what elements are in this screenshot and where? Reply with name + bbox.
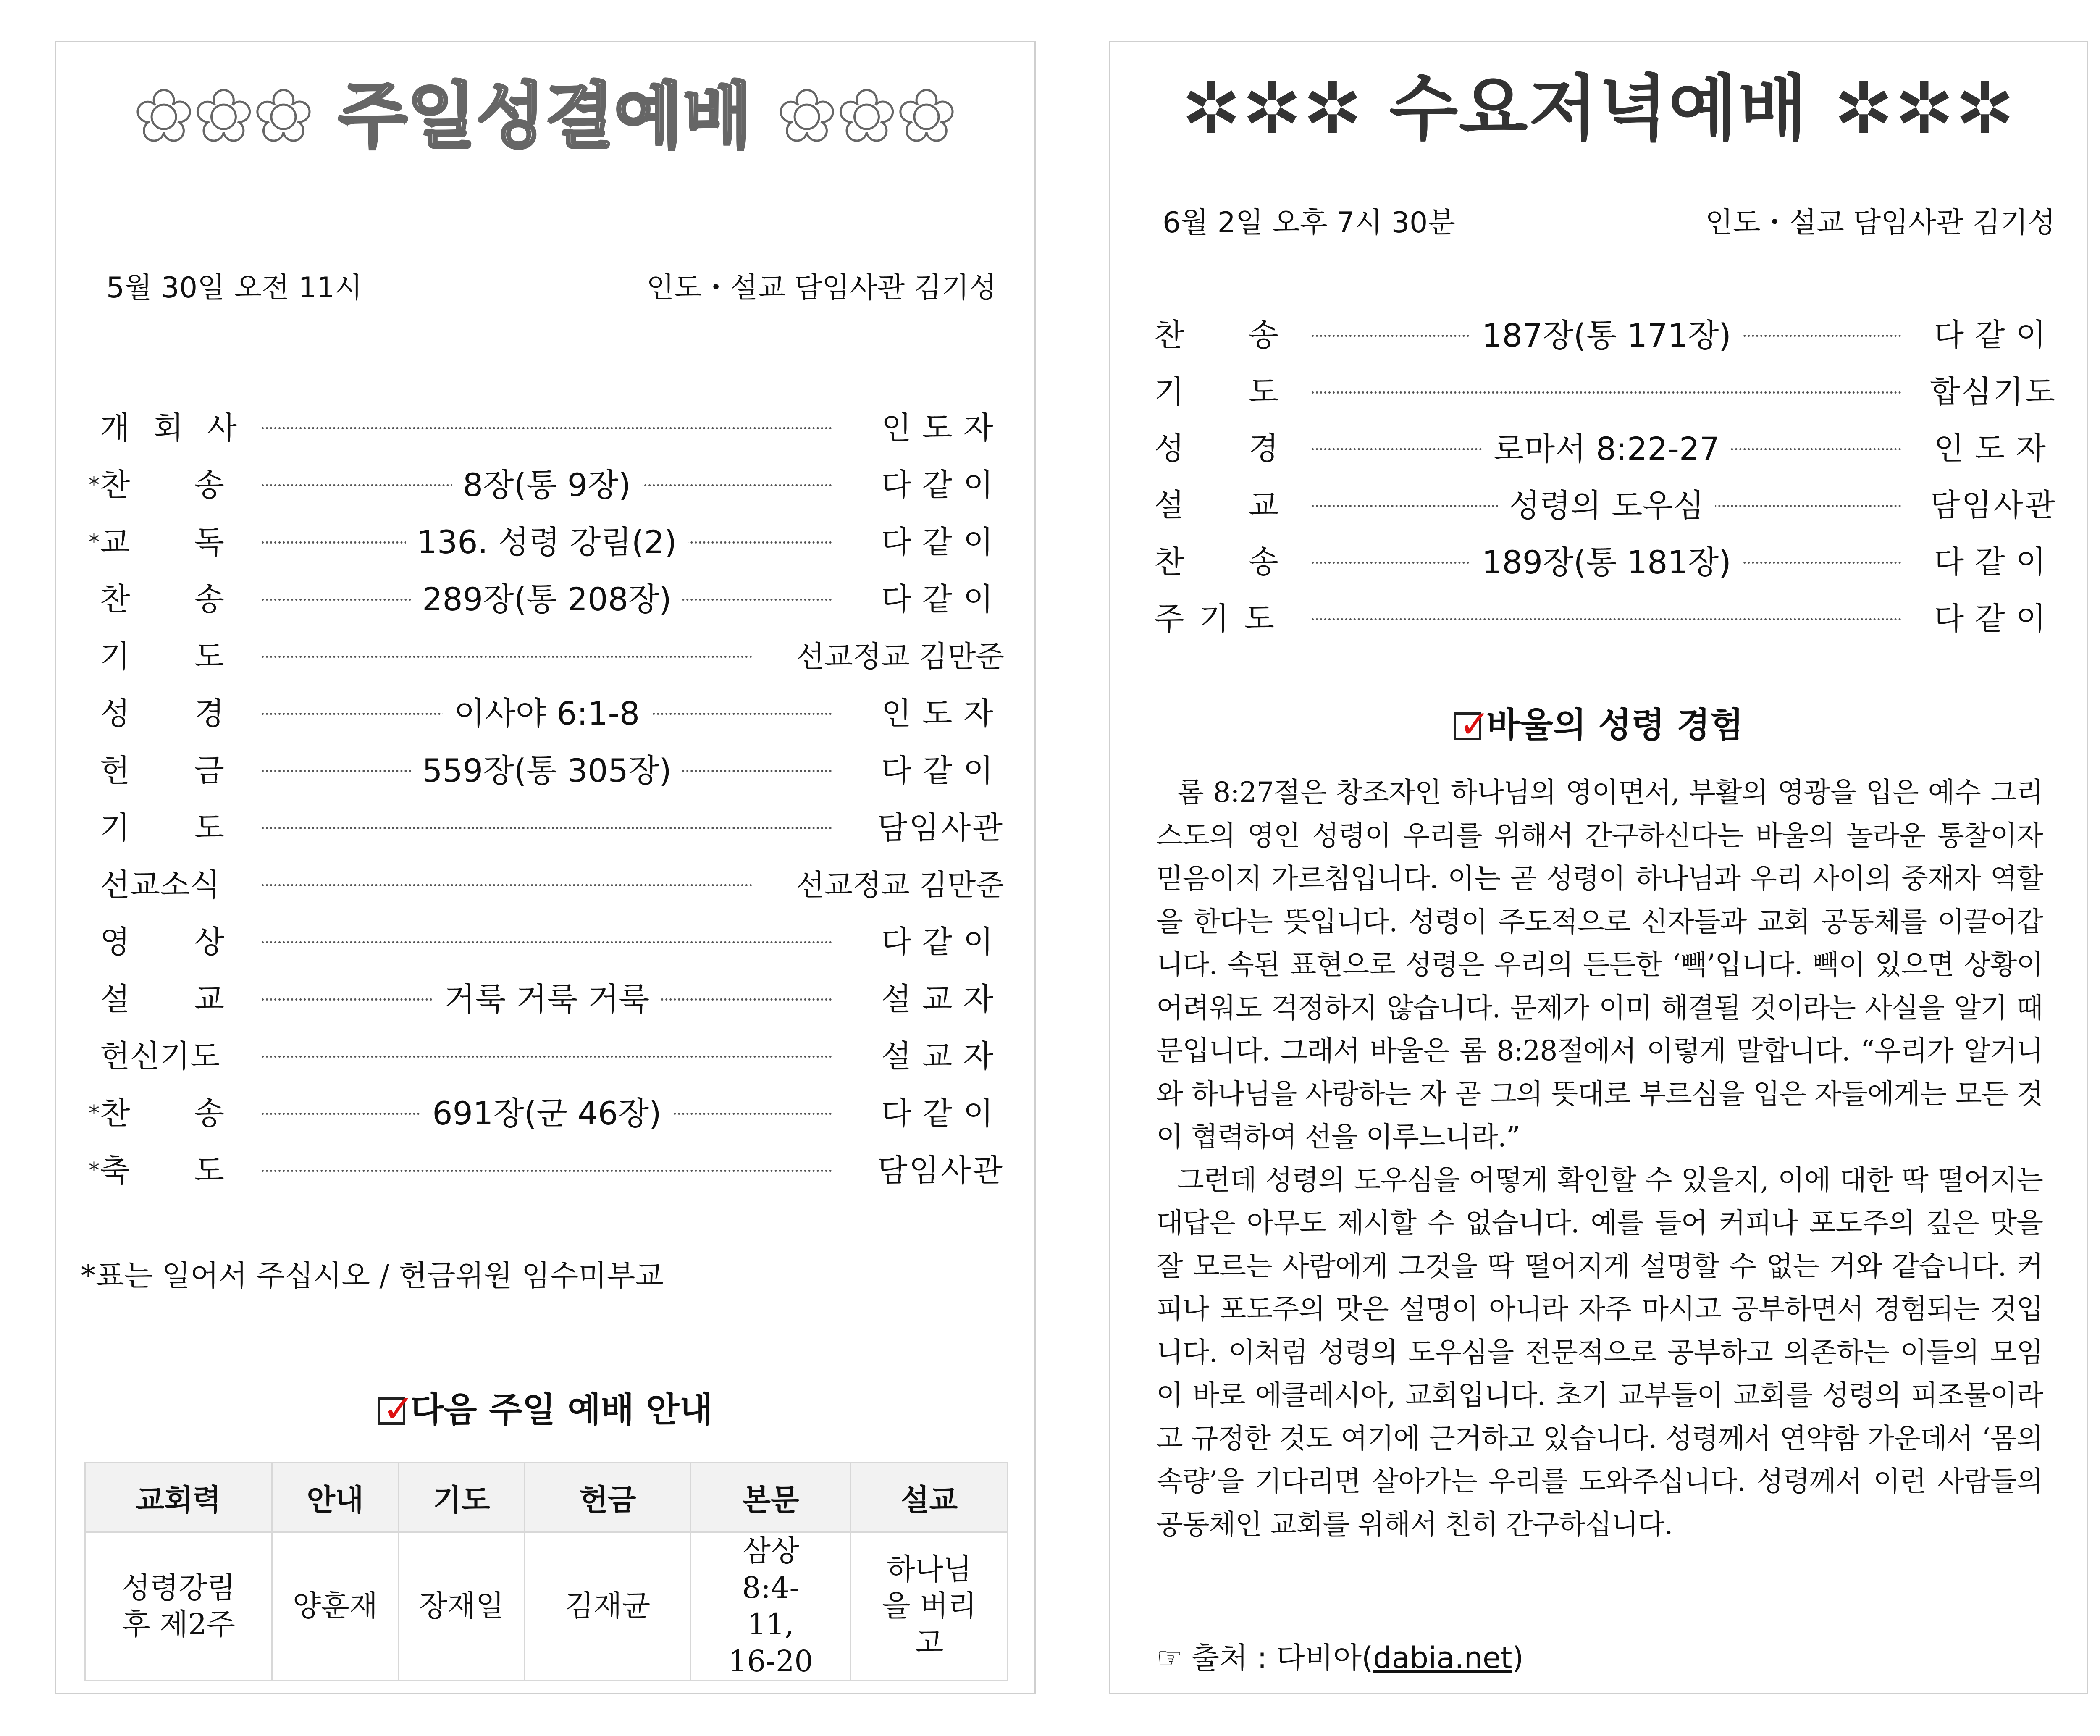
- order-row: [89, 856, 1004, 914]
- order-label: 개 회 사: [100, 410, 239, 446]
- order-row: [1154, 307, 2057, 364]
- table-cell: 양훈재: [272, 1532, 399, 1681]
- wednesday-panel: [1109, 41, 2088, 1694]
- order-content: [1312, 477, 1901, 534]
- order-row: [89, 1028, 1004, 1085]
- order-content: [262, 514, 832, 571]
- order-content: [262, 742, 832, 799]
- dotted-leader: [262, 1056, 832, 1058]
- order-label: 주 기 도: [1154, 601, 1276, 637]
- order-label: 성 경: [100, 696, 226, 732]
- dotted-leader: [262, 1170, 832, 1172]
- order-who: 인도자: [881, 410, 1004, 446]
- source-label: 출처 : 다비아(: [1191, 1641, 1373, 1675]
- order-label: 헌 금: [100, 753, 226, 789]
- order-content: [262, 457, 832, 514]
- order-who: 설교자: [881, 981, 1004, 1017]
- order-content: [262, 971, 832, 1028]
- table-cell: 삼상 8:4-11, 16-20: [691, 1532, 851, 1681]
- order-who: 다같이: [1934, 601, 2057, 637]
- dotted-leader: [262, 884, 752, 886]
- order-row: [89, 1085, 1004, 1142]
- order-label: 기 도: [100, 810, 226, 846]
- article-paragraph: 롬 8:27절은 창조자인 하나님의 영이면서, 부활의 영광을 입은 예수 그리스도의 영인 성령이 우리를 위해서 간구하신다는 바울의 놀라운 통찰이자 믿음이지 가르침입니다. 이는 곧 성령이 하나님과 우리 사이의 중재자 역할을 한다는 뜻입니다. 성령이 주도적으로 신자들과 교회 공동체를 이끌어갑니다. 속된 표현으로 성령은 우리의 든든한 ‘빽’입니다. 빽이 있으면 상황이 어려워도 걱정하지 않습니다. 문제가 이미 해결될 것이라는 사실을 알기 때문입니다. 그래서 바울은 롬 8:28절에서 이렇게 말합니다. “우리가 알거니와 하나님을 사랑하는 자 곧 그의 뜻대로 부르심을 입은 자들에게는 모든 것이 협력하여 선을 이루느니라.”: [1156, 776, 2043, 1153]
- order-content-text: 189장(통 181장): [1471, 544, 1742, 581]
- order-content-text: 691장(군 46장): [421, 1095, 672, 1132]
- table-header: 교회력: [85, 1463, 272, 1532]
- table-row: [85, 1532, 1008, 1681]
- order-content: [1312, 534, 1901, 591]
- next-service-table: [84, 1462, 1008, 1681]
- order-who: 담임사관: [877, 810, 1004, 846]
- order-who: 설교자: [881, 1038, 1004, 1074]
- stand-note: [81, 1252, 664, 1295]
- table-cell: 성령강림후 제2주: [85, 1532, 272, 1681]
- order-label: 찬 송: [1154, 317, 1280, 353]
- order-label: 선교소식: [100, 867, 220, 903]
- article-paragraph: 그런데 성령의 도우심을 어떻게 확인할 수 있을지, 이에 대한 딱 떨어지는 대답은 아무도 제시할 수 없습니다. 예를 들어 커피나 포도주의 깊은 맛을 잘 모르는 사람에게 그것을 딱 떨어지게 설명할 수 없는 거와 같습니다. 커피나 포도주의 맛은 설명이 아니라 자주 마시고 공부하면서 경험되는 것입니다. 이처럼 성령의 도우심을 전문적으로 공부하고 의존하는 이들의 모임이 바로 에클레시아, 교회입니다. 초기 교부들이 교회를 성령의 피조물이라고 규정한 것도 여기에 근거하고 있습니다. 성령께서 연약함 가운데서 ‘몸의 속량’을 기다리면 살아가는 우리를 도와주십니다. 성령께서 이런 사람들의 공동체인 교회를 위해서 친히 간구하십니다.: [1156, 1163, 2043, 1541]
- stand-mark: *: [81, 1258, 96, 1293]
- sunday-date: 5월 30일 오전 11시: [106, 271, 362, 305]
- next-service-title-text: 다음 주일 예배 안내: [410, 1390, 713, 1430]
- order-content-text: 187장(통 171장): [1471, 317, 1742, 354]
- order-label: 교 독: [100, 524, 226, 560]
- stand-mark: *: [89, 473, 100, 498]
- order-row: [89, 514, 1004, 571]
- order-content-text: 8장(통 9장): [452, 466, 642, 504]
- order-row: [1154, 591, 2057, 647]
- source-close: ): [1512, 1641, 1524, 1675]
- sunday-info: [106, 265, 997, 303]
- order-content-text: 136. 성령 강림(2): [406, 523, 688, 561]
- order-content: [262, 1085, 832, 1142]
- order-content-text: 성령의 도우심: [1498, 487, 1715, 524]
- order-row: [1154, 477, 2057, 534]
- dotted-leader: [262, 427, 832, 429]
- order-content: [262, 571, 832, 628]
- table-cell: 김재균: [525, 1532, 691, 1681]
- sunday-officiant: 인도・설교 담임사관 김기성: [646, 271, 997, 305]
- order-content: [1312, 420, 1901, 477]
- stand-mark: *: [89, 1158, 100, 1183]
- order-row: [1154, 420, 2057, 477]
- order-who: 다같이: [1934, 317, 2057, 353]
- source-link[interactable]: dabia.net: [1373, 1641, 1512, 1675]
- asterisk-flower-icon: ✲✲✲: [1833, 67, 2016, 150]
- order-who: 다같이: [881, 467, 1004, 503]
- order-label: 찬 송: [100, 581, 226, 617]
- order-content: [262, 685, 832, 742]
- order-who: 다같이: [881, 1095, 1004, 1132]
- flower-icon: ✿✿✿: [134, 75, 314, 158]
- table-header: 기도: [399, 1463, 525, 1532]
- order-row: [89, 571, 1004, 628]
- sunday-title-text: 주일성결예배: [338, 75, 752, 158]
- order-who: 담임사관: [877, 1153, 1004, 1189]
- order-label: 성 경: [1154, 431, 1280, 467]
- order-who: 인도자: [1934, 431, 2057, 467]
- table-cell: 장재일: [399, 1532, 525, 1681]
- order-row: [89, 628, 1004, 685]
- table-header-row: [85, 1463, 1008, 1532]
- sunday-panel: [55, 41, 1036, 1694]
- wednesday-officiant: 인도・설교 담임사관 김기성: [1705, 206, 2055, 239]
- order-label: 찬 송: [100, 467, 226, 503]
- order-row: [1154, 534, 2057, 591]
- stand-mark: *: [89, 1101, 100, 1126]
- order-row: [89, 799, 1004, 856]
- order-label: 기 도: [100, 638, 226, 675]
- order-who: 합심기도: [1930, 374, 2057, 410]
- table-header: 설교: [851, 1463, 1008, 1532]
- article-title-text: 바울의 성령 경험: [1486, 705, 1743, 745]
- order-who: 선교정교 김만준: [796, 868, 1004, 902]
- next-service-title: [56, 1382, 1034, 1431]
- dotted-leader: [262, 941, 832, 943]
- order-label: 설 교: [1154, 487, 1280, 523]
- dotted-leader: [1312, 391, 1901, 394]
- table-header: 본문: [691, 1463, 851, 1532]
- order-who: 다같이: [881, 581, 1004, 617]
- dotted-leader: [1312, 618, 1901, 620]
- order-who: 인도자: [881, 696, 1004, 732]
- stand-note-text: 표는 일어서 주십시오 / 헌금위원 임수미부교: [96, 1258, 664, 1293]
- order-label: 설 교: [100, 981, 226, 1017]
- order-row: [1154, 364, 2057, 420]
- order-row: [89, 971, 1004, 1028]
- order-content-text: 거룩 거룩 거룩: [433, 980, 661, 1018]
- sunday-order: [89, 399, 1004, 1199]
- order-label: 찬 송: [1154, 544, 1280, 580]
- source-line: [1156, 1634, 1524, 1677]
- order-label: 찬 송: [100, 1095, 226, 1132]
- order-who: 다같이: [881, 524, 1004, 560]
- order-content-text: 로마서 8:22-27: [1482, 430, 1730, 467]
- order-who: 담임사관: [1930, 487, 2057, 523]
- order-who: 다같이: [1934, 544, 2057, 580]
- table-cell: 하나님을 버리고: [851, 1532, 1008, 1681]
- order-row: [89, 685, 1004, 742]
- order-label: 기 도: [1154, 374, 1280, 410]
- order-content-text: 이사야 6:1-8: [443, 695, 651, 732]
- wednesday-date: 6월 2일 오후 7시 30분: [1163, 206, 1455, 239]
- table-header: 안내: [272, 1463, 399, 1532]
- wednesday-title: [1110, 51, 2087, 154]
- order-content-text: 289장(통 208장): [411, 580, 682, 618]
- flower-icon: ✿✿✿: [777, 75, 957, 158]
- order-label: 축 도: [100, 1153, 226, 1189]
- order-who: 다같이: [881, 753, 1004, 789]
- order-label: 헌신기도: [100, 1038, 220, 1074]
- dotted-leader: [262, 827, 832, 829]
- wednesday-order: [1154, 307, 2057, 647]
- order-who: 다같이: [881, 924, 1004, 960]
- article-body: [1156, 771, 2043, 1546]
- order-who: 선교정교 김만준: [796, 639, 1004, 674]
- checkbox-icon: ✓: [378, 1397, 405, 1425]
- sunday-title: [56, 58, 1034, 161]
- stand-mark: *: [89, 530, 100, 555]
- asterisk-flower-icon: ✲✲✲: [1181, 67, 1364, 150]
- order-content-text: 559장(통 305장): [411, 752, 682, 789]
- wednesday-title-text: 수요저녁예배: [1389, 67, 1808, 150]
- order-row: [89, 399, 1004, 457]
- pointing-hand-icon: ☞: [1156, 1641, 1183, 1675]
- order-row: [89, 742, 1004, 799]
- table-header: 헌금: [525, 1463, 691, 1532]
- dotted-leader: [262, 656, 752, 658]
- article-title: [1110, 698, 2087, 747]
- order-row: [89, 1142, 1004, 1199]
- order-row: [89, 457, 1004, 514]
- order-label: 영 상: [100, 924, 226, 960]
- order-content: [1312, 307, 1901, 364]
- checkbox-icon: ✓: [1454, 712, 1481, 740]
- order-row: [89, 914, 1004, 971]
- wednesday-info: [1163, 200, 2055, 238]
